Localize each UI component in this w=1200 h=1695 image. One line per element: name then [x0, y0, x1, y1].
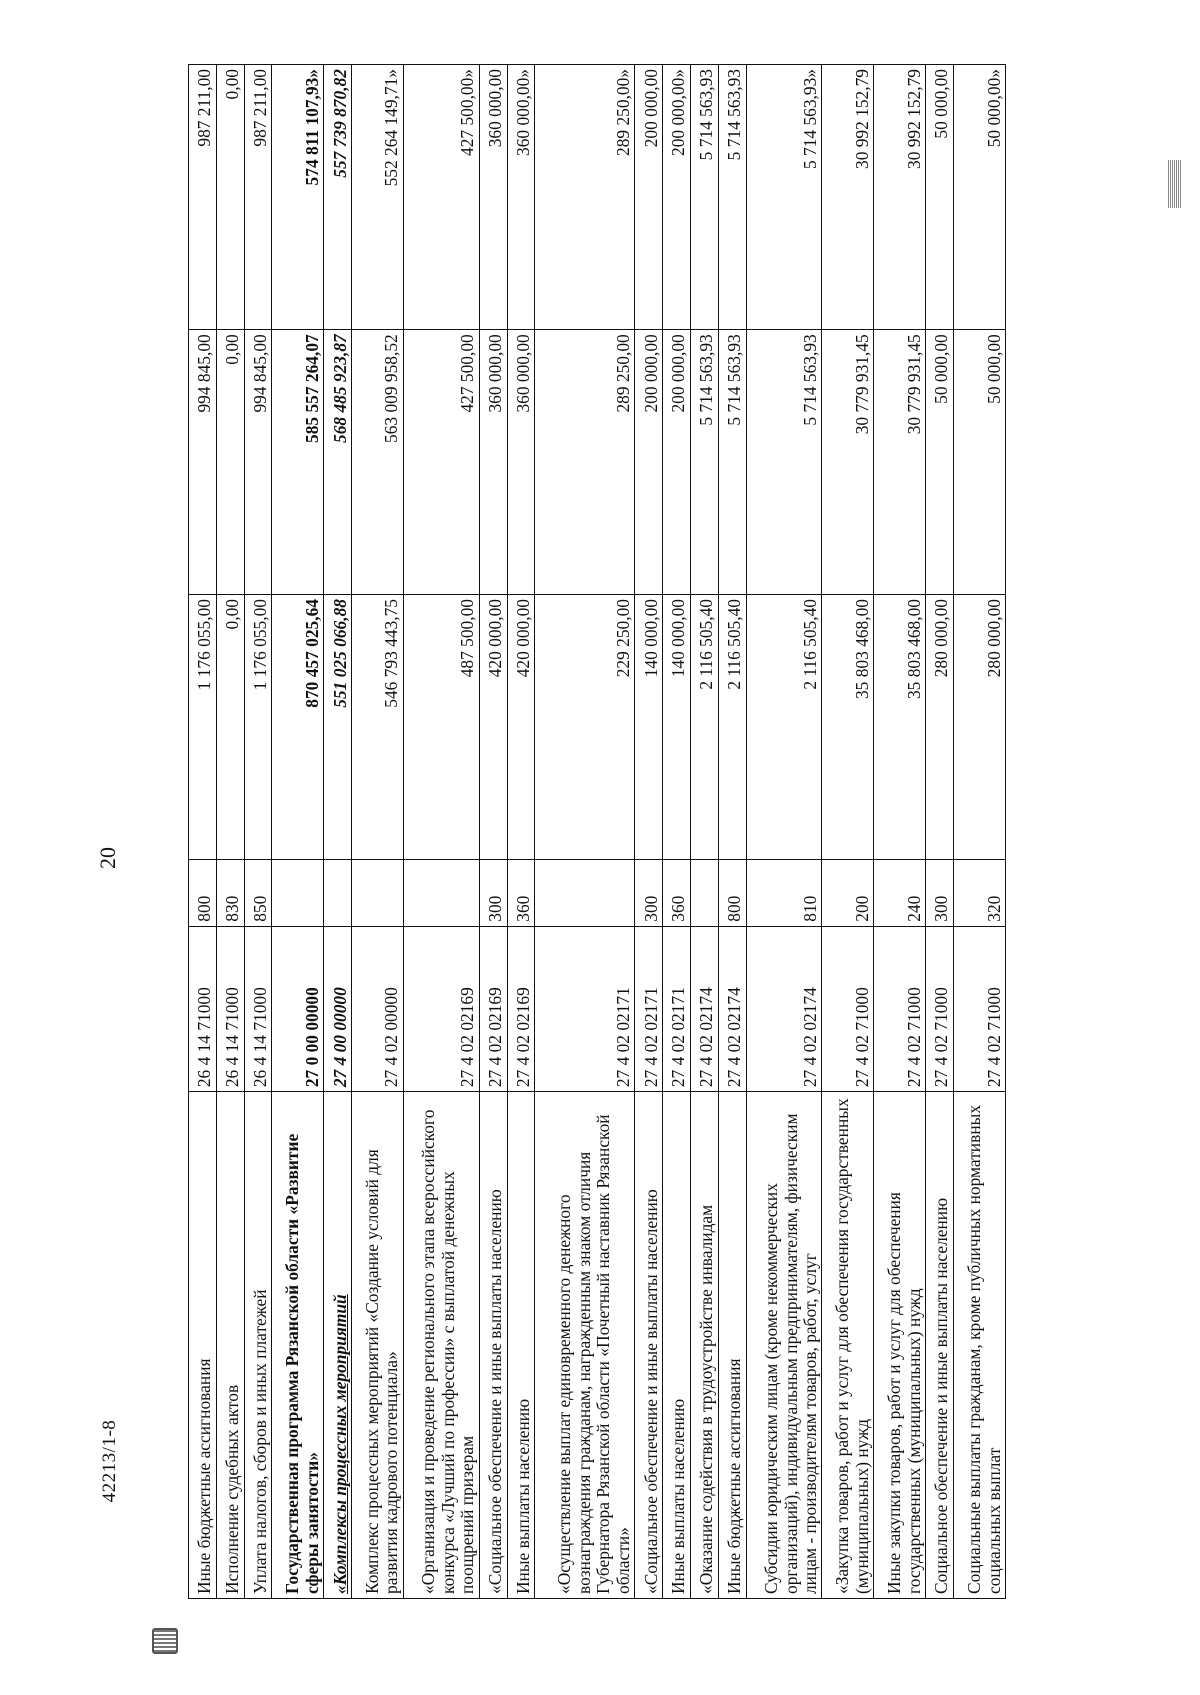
row-name-cell: «Осуществление выплат единовременного денежного вознаграждения гражданам, награжденным знаком отличия Губернатора Рязанской области «Почетный наставник Рязанской области» — [535, 1092, 635, 1599]
row-value-3-cell: 289 250,00» — [535, 65, 635, 330]
page-number: 20 — [95, 847, 120, 869]
row-code-cell: 27 4 02 71000 — [874, 926, 926, 1091]
row-name-cell: Уплата налогов, сборов и иных платежей — [244, 1092, 272, 1599]
row-kvr-cell: 320 — [953, 859, 1005, 926]
row-code-cell: 27 4 02 02171 — [635, 926, 663, 1091]
row-kvr-cell — [272, 859, 324, 926]
row-kvr-cell: 810 — [746, 859, 822, 926]
table-row — [718, 65, 746, 1599]
row-value-2-cell: 994 845,00 — [189, 330, 217, 595]
row-value-3-cell: 0,00 — [216, 65, 244, 330]
row-value-1-cell: 280 000,00 — [953, 595, 1005, 860]
row-kvr-cell — [535, 859, 635, 926]
row-value-2-cell: 5 714 563,93 — [690, 330, 718, 595]
row-code-cell: 26 4 14 71000 — [189, 926, 217, 1091]
row-name-cell: Субсидии юридическим лицам (кроме некоммерческих организаций), индивидуальным предпринимателям, физическим лицам - производителям товаров, работ, услуг — [746, 1092, 822, 1599]
row-kvr-cell: 300 — [479, 859, 507, 926]
row-kvr-cell: 360 — [507, 859, 535, 926]
row-value-2-cell: 585 557 264,07 — [272, 330, 324, 595]
table-row — [926, 65, 954, 1599]
table-row — [663, 65, 691, 1599]
row-value-3-cell: 987 211,00 — [189, 65, 217, 330]
row-kvr-cell: 240 — [874, 859, 926, 926]
row-value-1-cell: 420 000,00 — [479, 595, 507, 860]
table-row — [351, 65, 403, 1599]
row-value-1-cell: 420 000,00 — [507, 595, 535, 860]
row-kvr-cell: 800 — [718, 859, 746, 926]
row-value-3-cell: 360 000,00 — [479, 65, 507, 330]
table-row — [690, 65, 718, 1599]
row-code-cell: 27 4 00 00000 — [324, 926, 352, 1091]
table-row — [189, 65, 217, 1599]
table-row — [244, 65, 272, 1599]
row-value-2-cell: 360 000,00 — [479, 330, 507, 595]
document-code: 42213/1-8 — [99, 1419, 120, 1503]
row-code-cell: 27 4 02 02171 — [535, 926, 635, 1091]
row-value-1-cell: 35 803 468,00 — [822, 595, 874, 860]
row-code-cell: 27 4 02 00000 — [351, 926, 403, 1091]
row-value-2-cell: 289 250,00 — [535, 330, 635, 595]
row-value-2-cell: 50 000,00 — [926, 330, 954, 595]
row-value-2-cell: 30 779 931,45 — [822, 330, 874, 595]
row-name-cell: Социальные выплаты гражданам, кроме публичных нормативных социальных выплат — [953, 1092, 1005, 1599]
row-value-3-cell: 987 211,00 — [244, 65, 272, 330]
row-value-3-cell: 30 992 152,79 — [822, 65, 874, 330]
row-value-2-cell: 30 779 931,45 — [874, 330, 926, 595]
row-code-cell: 27 4 02 02169 — [403, 926, 479, 1091]
row-name-cell: Государственная программа Рязанской области «Развитие сферы занятости» — [272, 1092, 324, 1599]
row-value-2-cell: 0,00 — [216, 330, 244, 595]
row-value-1-cell: 35 803 468,00 — [874, 595, 926, 860]
row-name-cell: Иные закупки товаров, работ и услуг для обеспечения государственных (муниципальных) нужд — [874, 1092, 926, 1599]
row-kvr-cell — [351, 859, 403, 926]
row-value-3-cell: 574 811 107,93» — [272, 65, 324, 330]
row-code-cell: 27 4 02 02174 — [718, 926, 746, 1091]
row-value-3-cell: 50 000,00» — [953, 65, 1005, 330]
row-value-3-cell: 30 992 152,79 — [874, 65, 926, 330]
table-row — [403, 65, 479, 1599]
row-name-cell: Иные бюджетные ассигнования — [718, 1092, 746, 1599]
scan-barcode-mark — [1168, 160, 1182, 208]
budget-table-rotated — [188, 64, 1006, 1599]
row-value-1-cell: 546 793 443,75 — [351, 595, 403, 860]
row-name-cell: Иные бюджетные ассигнования — [189, 1092, 217, 1599]
table-row — [216, 65, 244, 1599]
table-row — [507, 65, 535, 1599]
table-row — [746, 65, 822, 1599]
row-value-2-cell: 5 714 563,93 — [718, 330, 746, 595]
row-value-2-cell: 50 000,00 — [953, 330, 1005, 595]
row-kvr-cell — [324, 859, 352, 926]
row-name-cell: «Оказание содействия в трудоустройстве инвалидам — [690, 1092, 718, 1599]
row-value-3-cell: 5 714 563,93 — [718, 65, 746, 330]
row-code-cell: 27 4 02 71000 — [953, 926, 1005, 1091]
table-row — [635, 65, 663, 1599]
row-value-1-cell: 2 116 505,40 — [718, 595, 746, 860]
row-value-1-cell: 140 000,00 — [663, 595, 691, 860]
row-value-1-cell: 2 116 505,40 — [690, 595, 718, 860]
row-kvr-cell: 360 — [663, 859, 691, 926]
table-row — [822, 65, 874, 1599]
table-row — [874, 65, 926, 1599]
row-name-cell: Иные выплаты населению — [663, 1092, 691, 1599]
row-kvr-cell — [690, 859, 718, 926]
row-code-cell: 27 0 00 00000 — [272, 926, 324, 1091]
row-kvr-cell — [403, 859, 479, 926]
row-code-cell: 27 4 02 02169 — [479, 926, 507, 1091]
row-code-cell: 27 4 02 02169 — [507, 926, 535, 1091]
row-value-3-cell: 360 000,00» — [507, 65, 535, 330]
row-value-2-cell: 200 000,00 — [663, 330, 691, 595]
row-name-cell: «Социальное обеспечение и иные выплаты населению — [479, 1092, 507, 1599]
row-code-cell: 27 4 02 02171 — [663, 926, 691, 1091]
row-value-1-cell: 1 176 055,00 — [189, 595, 217, 860]
row-value-1-cell: 1 176 055,00 — [244, 595, 272, 860]
row-value-2-cell: 5 714 563,93 — [746, 330, 822, 595]
row-code-cell: 27 4 02 02174 — [690, 926, 718, 1091]
row-name-cell: Исполнение судебных актов — [216, 1092, 244, 1599]
row-code-cell: 27 4 02 71000 — [822, 926, 874, 1091]
table-row — [953, 65, 1005, 1599]
table-row — [479, 65, 507, 1599]
row-value-2-cell: 994 845,00 — [244, 330, 272, 595]
budget-table — [188, 64, 1006, 1599]
row-name-cell: Иные выплаты населению — [507, 1092, 535, 1599]
row-value-3-cell: 50 000,00 — [926, 65, 954, 330]
row-kvr-cell: 300 — [926, 859, 954, 926]
row-code-cell: 26 4 14 71000 — [244, 926, 272, 1091]
row-kvr-cell: 300 — [635, 859, 663, 926]
row-code-cell: 27 4 02 02174 — [746, 926, 822, 1091]
row-value-3-cell: 427 500,00» — [403, 65, 479, 330]
row-name-cell: «Социальное обеспечение и иные выплаты населению — [635, 1092, 663, 1599]
row-kvr-cell: 800 — [189, 859, 217, 926]
table-row — [324, 65, 352, 1599]
table-row — [272, 65, 324, 1599]
row-name-cell: «Комплексы процессных мероприятий — [324, 1092, 352, 1599]
row-value-1-cell: 280 000,00 — [926, 595, 954, 860]
row-value-3-cell: 200 000,00» — [663, 65, 691, 330]
row-value-3-cell: 200 000,00 — [635, 65, 663, 330]
row-value-3-cell: 552 264 149,71» — [351, 65, 403, 330]
row-value-2-cell: 200 000,00 — [635, 330, 663, 595]
row-name-cell: Социальное обеспечение и иные выплаты населению — [926, 1092, 954, 1599]
row-value-1-cell: 2 116 505,40 — [746, 595, 822, 860]
row-kvr-cell: 850 — [244, 859, 272, 926]
table-row — [535, 65, 635, 1599]
row-value-3-cell: 5 714 563,93» — [746, 65, 822, 330]
row-value-2-cell: 568 485 923,87 — [324, 330, 352, 595]
row-kvr-cell: 830 — [216, 859, 244, 926]
row-kvr-cell: 200 — [822, 859, 874, 926]
row-name-cell: Комплекс процессных мероприятий «Создание условий для развития кадрового потенциала» — [351, 1092, 403, 1599]
row-value-1-cell: 140 000,00 — [635, 595, 663, 860]
row-name-cell: «Организация и проведение регионального этапа всероссийского конкурса «Лучший по профессии» с выплатой денежных поощрений призерам — [403, 1092, 479, 1599]
row-value-3-cell: 5 714 563,93 — [690, 65, 718, 330]
row-value-1-cell: 0,00 — [216, 595, 244, 860]
row-value-2-cell: 360 000,00 — [507, 330, 535, 595]
row-code-cell: 27 4 02 71000 — [926, 926, 954, 1091]
row-value-3-cell: 557 739 870,82 — [324, 65, 352, 330]
row-value-1-cell: 229 250,00 — [535, 595, 635, 860]
row-value-1-cell: 551 025 066,88 — [324, 595, 352, 860]
row-value-2-cell: 427 500,00 — [403, 330, 479, 595]
row-name-cell: «Закупка товаров, работ и услуг для обеспечения государственных (муниципальных) нужд — [822, 1092, 874, 1599]
row-code-cell: 26 4 14 71000 — [216, 926, 244, 1091]
row-value-2-cell: 563 009 958,52 — [351, 330, 403, 595]
row-value-1-cell: 870 457 025,64 — [272, 595, 324, 860]
row-value-1-cell: 487 500,00 — [403, 595, 479, 860]
stamp-icon — [152, 1628, 178, 1654]
